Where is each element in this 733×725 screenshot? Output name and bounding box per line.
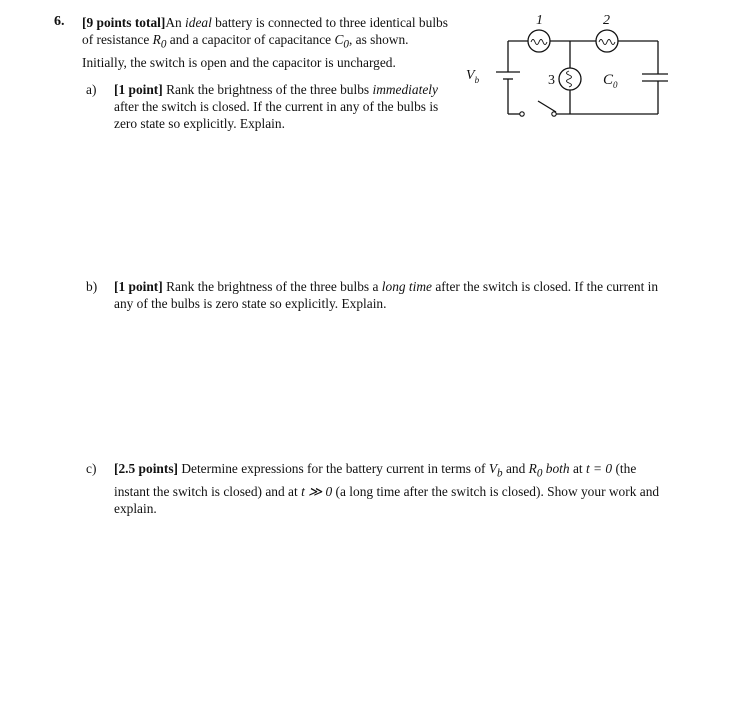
- part-c-label: c): [86, 461, 97, 476]
- bulb-1-icon: [528, 30, 550, 52]
- part-b-text: [1 point] Rank the brightness of the three bulbs a long time after the switch is closed. If the current in any of the bulbs is zero state so explicitly. Explain.: [114, 279, 659, 312]
- resistance-symbol: $R_0$: [152, 32, 167, 51]
- battery-label: $V_b$: [466, 68, 480, 85]
- question-number: 6.: [54, 14, 65, 29]
- part-a-label: a): [86, 82, 97, 97]
- question-intro: [9 points total]An ideal battery is connected to three identical bulbs of resistance $R_0$ and a capacitor of capacitance $C_0$, as shown. Initially, the switch is open and the capacitor is uncharged.: [82, 15, 448, 71]
- switch-blade: [538, 101, 556, 112]
- part-a-text: [1 point] Rank the brightness of the three bulbs immediately after the switch is closed. If the current in any of the bulbs is zero state so explicitly. Explain.: [114, 82, 439, 132]
- bulb-3-icon: [559, 68, 581, 90]
- part-c-text: [2.5 points] Determine expressions for the battery current in terms of $V_b$ and $R_0$ both at t = 0 (the instant the switch is closed) and at t ≫ 0 (a long time after the switch is closed). Show your work and explain.: [114, 461, 660, 517]
- ideal-emphasis: ideal: [185, 15, 212, 30]
- bulb-2-label: 2: [603, 13, 610, 28]
- switch-contact-right: [552, 112, 556, 116]
- capacitance-symbol: $C_0$: [334, 32, 349, 51]
- bulb-2-icon: [596, 30, 618, 52]
- bulb-1-label: 1: [536, 13, 543, 28]
- switch-contact-left: [520, 112, 524, 116]
- question-points: [9 points total]: [82, 15, 166, 30]
- capacitor-label: $C_0$: [603, 72, 618, 90]
- part-b-label: b): [86, 279, 98, 294]
- circuit-diagram: [458, 6, 668, 126]
- bulb-3-label: 3: [548, 73, 555, 88]
